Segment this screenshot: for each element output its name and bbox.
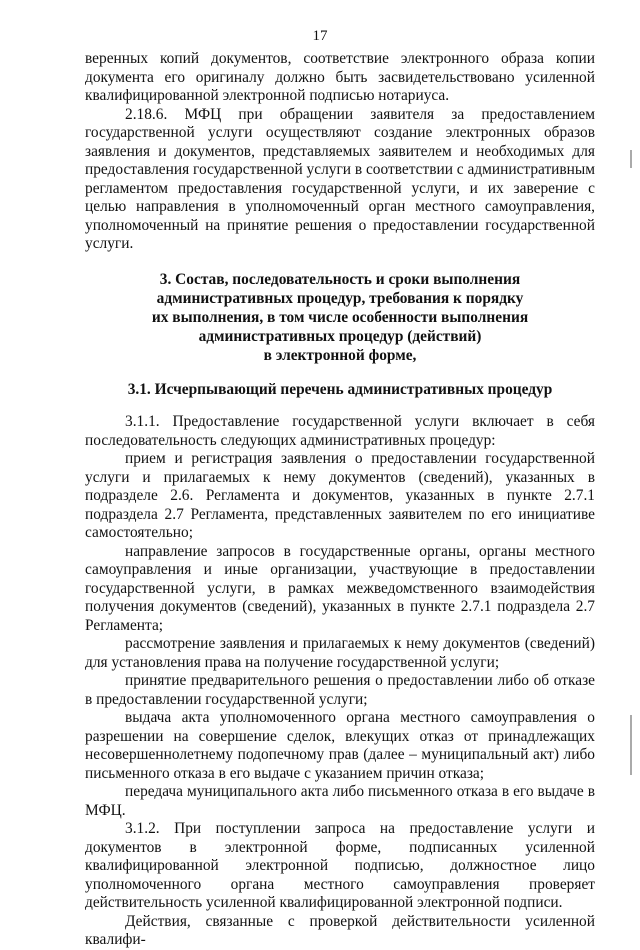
section-heading-line: административных процедур (действий)	[198, 327, 482, 345]
paragraph: 2.18.6. МФЦ при обращении заявителя за предоставлением государственной услуги осуществляют создание электронных образов заявления и документов, представляемых заявителем и необходимых для предоставления государственной услуги в соответствии с административным регламентом предоставления государственной услуги, и их заверение с целью направления в уполномоченный орган местного самоуправления, уполномоченный на принятие решения о предоставлении государственной услуги.	[85, 105, 595, 252]
section-heading-line: 3. Состав, последовательность и сроки выполнения	[159, 270, 521, 288]
list-item: выдача акта уполномоченного органа местного самоуправления о разрешении на совершение сделок, влекущих отказ от принадлежащих несовершеннолетнему подопечному прав (далее – муниципальный акт) либо письменного отказа в его выдаче с указанием причин отказа;	[85, 709, 595, 782]
paragraph: Действия, связанные с проверкой действительности усиленной квалифи-	[85, 912, 595, 948]
document-body	[85, 50, 595, 950]
section-heading-line: в электронной форме,	[263, 346, 417, 364]
section-heading-line: их выполнения, в том числе особенности выполнения	[151, 308, 529, 326]
paragraph: 3.1.2. При поступлении запроса на предоставление услуги и документов в электронной форме, подписанных усиленной квалифицированной электронной подписью, должностное лицо уполномоченного органа местного самоуправления проверяет действительность усиленной квалифицированной электронной подписи.	[85, 820, 595, 911]
section-heading	[85, 270, 595, 365]
paragraph: веренных копий документов, соответствие электронного образа копии документа его оригиналу должно быть засвидетельствовано усиленной квалифицированной электронной подписью нотариуса.	[85, 50, 595, 104]
scan-margin-mark	[630, 715, 632, 775]
list-item: направление запросов в государственные органы, органы местного самоуправления и иные организации, участвующие в предоставлении государственной услуги, в рамках межведомственного взаимодействия получения документов (сведений), указанных в пункте 2.7.1 подраздела 2.7 Регламента;	[85, 542, 595, 634]
list-item: принятие предварительного решения о предоставлении либо об отказе в предоставлении государственной услуги;	[85, 672, 595, 708]
section-heading-line: административных процедур, требования к порядку	[156, 289, 524, 307]
paragraph: 3.1.1. Предоставление государственной услуги включает в себя последовательность следующих административных процедур:	[85, 413, 595, 449]
list-item: рассмотрение заявления и прилагаемых к нему документов (сведений) для установления права на получение государственной услуги;	[85, 635, 595, 671]
page-number: 17	[312, 28, 328, 44]
list-item: прием и регистрация заявления о предоставлении государственной услуги и прилагаемых к нему документов (сведений), указанных в подразделе 2.6. Регламента и документов, указанных в пункте 2.7.1 подраздела 2.7 Регламента, представленных заявителем по его инициативе самостоятельно;	[85, 450, 595, 541]
scan-margin-mark	[630, 150, 632, 168]
list-item: передача муниципального акта либо письменного отказа в его выдаче в МФЦ.	[85, 783, 595, 819]
subsection-heading: 3.1. Исчерпывающий перечень административных процедур	[127, 380, 553, 398]
